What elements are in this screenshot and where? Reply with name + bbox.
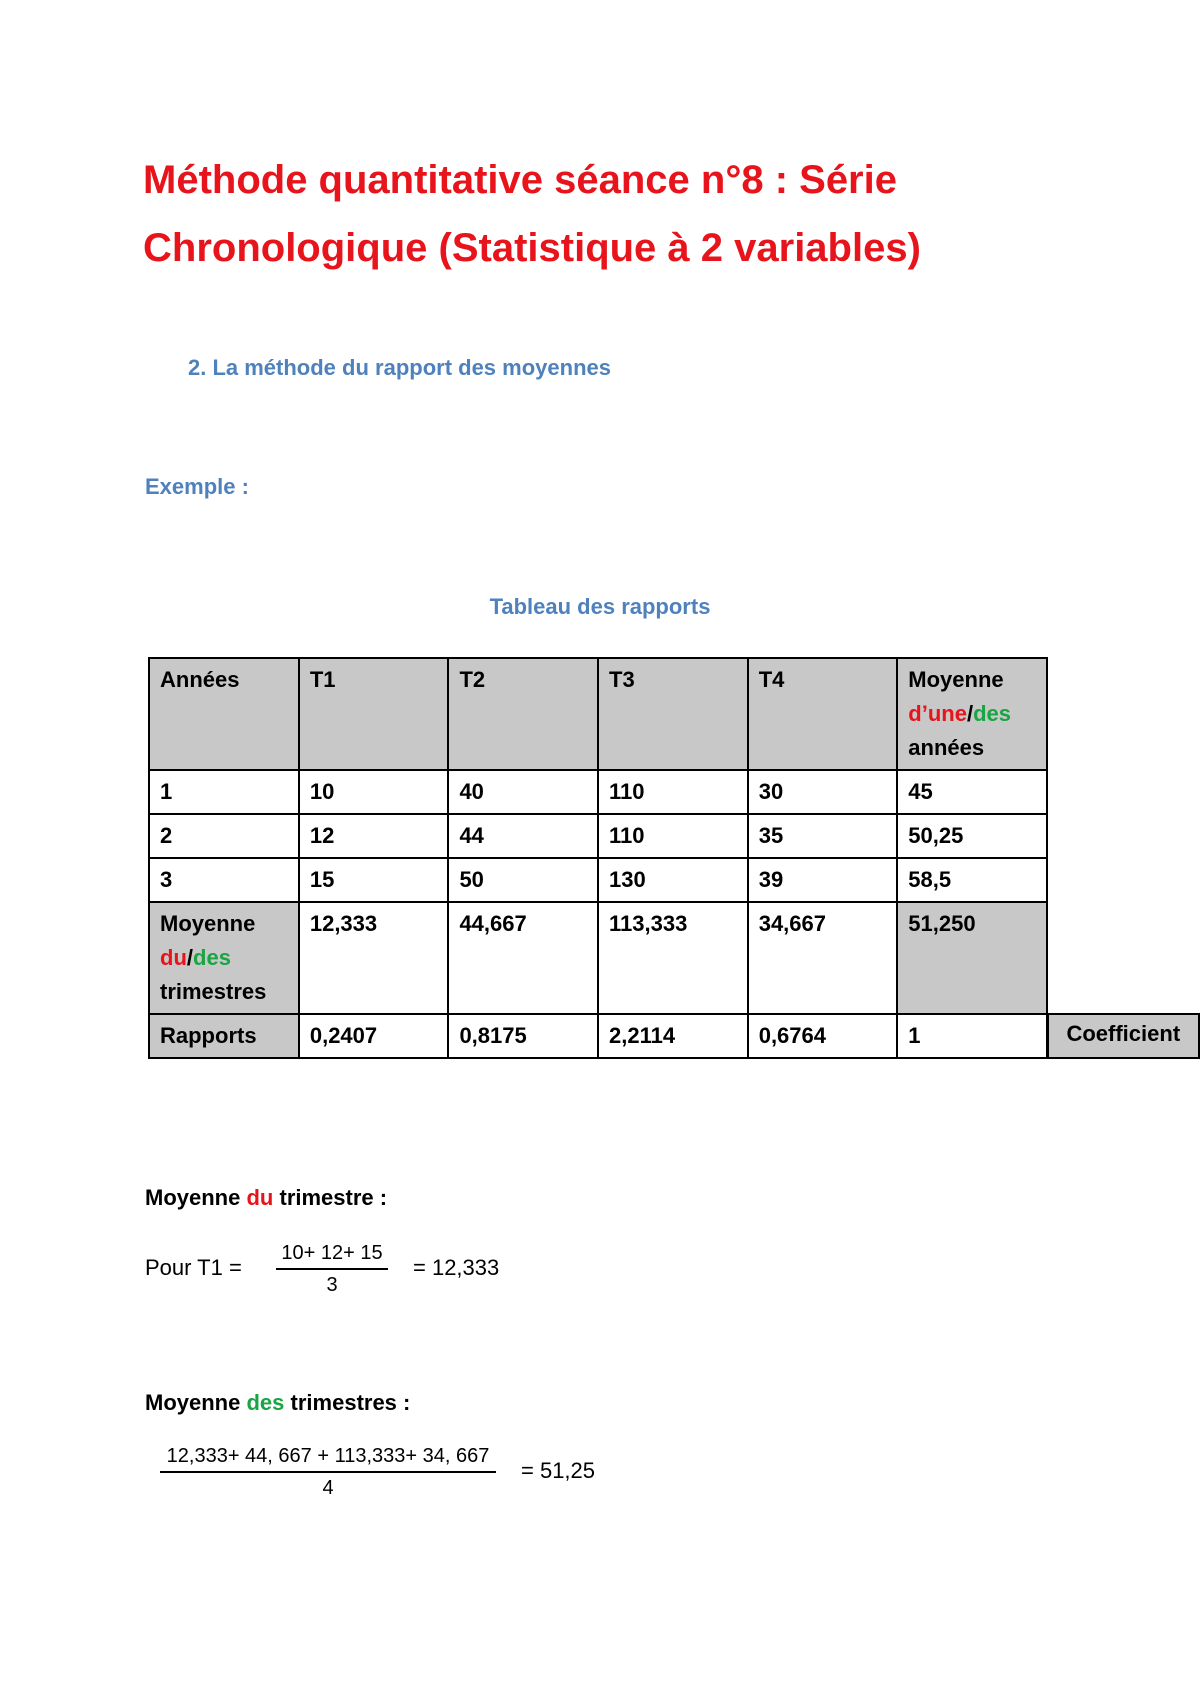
title-line-2: Chronologique (Statistique à 2 variables) <box>143 226 921 270</box>
fraction-t1 <box>276 1238 388 1300</box>
table-cell: 30 <box>748 770 898 814</box>
fraction-denominator: 4 <box>322 1477 334 1499</box>
table-cell: 1 <box>897 1014 1047 1058</box>
table-row <box>149 770 1199 814</box>
header-t3: T3 <box>598 658 748 770</box>
fraction-numerator: 12,333+ 44, 667 + 113,333+ 34, 667 <box>160 1441 496 1473</box>
example-label: Exemple : <box>145 474 249 499</box>
rapports-row <box>149 1014 1199 1058</box>
des-label: des <box>193 945 231 970</box>
table-cell: 44,667 <box>448 902 598 1014</box>
pour-t1-label: Pour T1 = <box>145 1255 242 1280</box>
moyenne-du-trimestre-heading: Moyenne du trimestre : <box>145 1185 388 1210</box>
header-moyenne-annees: Moyenne d’une/des années <box>897 658 1047 770</box>
title-line-1: Méthode quantitative séance n°8 : Série <box>143 158 897 202</box>
document-title <box>143 146 1143 282</box>
table-cell: 110 <box>598 814 748 858</box>
table-cell: 0,8175 <box>448 1014 598 1058</box>
rapports-label: Rapports <box>149 1014 299 1058</box>
moyenne-row <box>149 902 1199 1014</box>
table-cell: 40 <box>448 770 598 814</box>
table-cell: 35 <box>748 814 898 858</box>
header-t1: T1 <box>299 658 449 770</box>
rapports-table <box>148 657 1200 1059</box>
table-cell: 12,333 <box>299 902 449 1014</box>
table-header-row <box>149 658 1199 770</box>
coefficient-label: Coefficient <box>1047 1014 1199 1058</box>
table-cell: 15 <box>299 858 449 902</box>
fraction-moyenne-globale <box>160 1441 496 1503</box>
table-cell: 34,667 <box>748 902 898 1014</box>
moyenne-trimestres-label: Moyenne du/des trimestres <box>149 902 299 1014</box>
table-cell: 50,25 <box>897 814 1047 858</box>
table-cell: 0,2407 <box>299 1014 449 1058</box>
table-row <box>149 858 1199 902</box>
une-label: d’une <box>908 701 967 726</box>
table-caption: Tableau des rapports <box>489 594 711 619</box>
table-cell: 50 <box>448 858 598 902</box>
table-cell: 51,250 <box>897 902 1047 1014</box>
table-cell: 2,2114 <box>598 1014 748 1058</box>
table-cell: 58,5 <box>897 858 1047 902</box>
table-cell: 45 <box>897 770 1047 814</box>
table-cell: 39 <box>748 858 898 902</box>
result-moyenne-globale: = 51,25 <box>521 1458 596 1483</box>
header-annees: Années <box>149 658 299 770</box>
moyenne-des-trimestres-heading: Moyenne des trimestres : <box>145 1390 411 1415</box>
fraction-denominator: 3 <box>326 1274 338 1296</box>
table-cell: 0,6764 <box>748 1014 898 1058</box>
fraction-numerator: 10+ 12+ 15 <box>276 1238 388 1270</box>
table-cell: 113,333 <box>598 902 748 1014</box>
table-cell: 10 <box>299 770 449 814</box>
table-cell: 2 <box>149 814 299 858</box>
header-t4: T4 <box>748 658 898 770</box>
section-heading: 2. La méthode du rapport des moyennes <box>188 355 611 380</box>
table-cell: 3 <box>149 858 299 902</box>
table-cell: 110 <box>598 770 748 814</box>
table-cell: 44 <box>448 814 598 858</box>
result-t1: = 12,333 <box>413 1255 500 1280</box>
table-cell: 130 <box>598 858 748 902</box>
header-t2: T2 <box>448 658 598 770</box>
table-cell: 1 <box>149 770 299 814</box>
du-label: du <box>160 945 187 970</box>
table-cell: 12 <box>299 814 449 858</box>
table-row <box>149 814 1199 858</box>
des-label: des <box>973 701 1012 726</box>
